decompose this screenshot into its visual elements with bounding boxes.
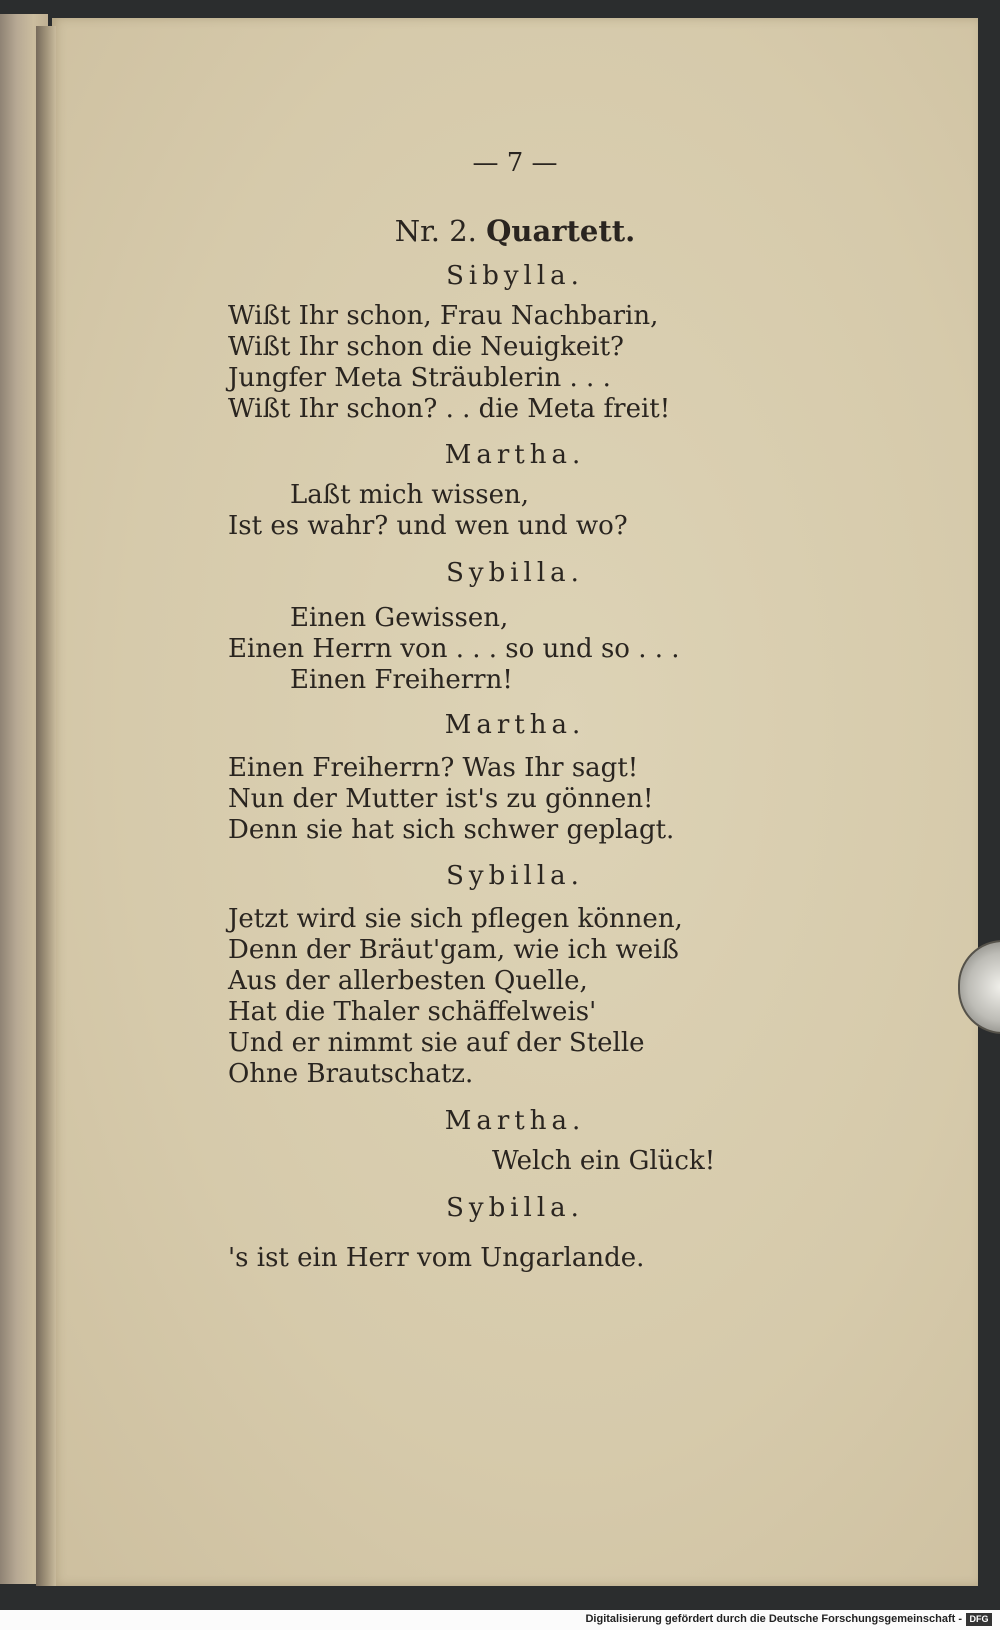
section-title: Quartett.	[486, 214, 636, 248]
verse-line: Und er nimmt sie auf der Stelle	[228, 1028, 645, 1058]
page-number: — 7 —	[472, 148, 558, 178]
verse-line: Einen Gewissen,	[290, 603, 509, 633]
verse-line: Nun der Mutter ist's zu gönnen!	[228, 784, 654, 814]
speaker-name: Sybilla.	[446, 1193, 584, 1223]
verse-line: Jetzt wird sie sich pflegen können,	[228, 904, 683, 934]
speaker-name: Sybilla.	[446, 861, 584, 891]
speaker-name: Martha.	[444, 1106, 586, 1136]
verse-line: Welch ein Glück!	[492, 1146, 716, 1176]
verse-line: Laßt mich wissen,	[290, 480, 530, 510]
verse-line: Einen Freiherrn? Was Ihr sagt!	[228, 753, 639, 783]
speaker-name: Martha.	[444, 440, 586, 470]
verse-line: Ohne Brautschatz.	[228, 1059, 474, 1089]
section-heading	[52, 214, 978, 248]
verse-line: Jungfer Meta Sträublerin . . .	[228, 363, 611, 393]
verse-line: Wißt Ihr schon, Frau Nachbarin,	[228, 301, 659, 331]
verse-line: Hat die Thaler schäffelweis'	[228, 997, 597, 1027]
section-number: Nr. 2.	[394, 214, 477, 248]
verse-line: 's ist ein Herr vom Ungarlande.	[228, 1243, 645, 1273]
verse-line: Einen Freiherrn!	[290, 665, 513, 695]
verse-line: Wißt Ihr schon? . . die Meta freit!	[228, 394, 671, 424]
verse-line: Denn sie hat sich schwer geplagt.	[228, 815, 675, 845]
speaker-name: Sibylla.	[446, 261, 584, 291]
verse-line: Wißt Ihr schon die Neuigkeit?	[228, 332, 624, 362]
speaker-name: Martha.	[444, 710, 586, 740]
verse-line: Einen Herrn von . . . so und so . . .	[228, 634, 680, 664]
verse-line: Denn der Bräut'gam, wie ich weiß	[228, 935, 679, 965]
speaker-name: Sybilla.	[446, 558, 584, 588]
dfg-logo: DFG	[966, 1613, 992, 1626]
verse-line: Ist es wahr? und wen und wo?	[228, 511, 628, 541]
footer-credit: Digitalisierung gefördert durch die Deutsche Forschungsgemeinschaft -	[585, 1613, 962, 1625]
page-gutter	[36, 26, 56, 1586]
book-page	[52, 18, 978, 1586]
verse-line: Aus der allerbesten Quelle,	[228, 966, 588, 996]
